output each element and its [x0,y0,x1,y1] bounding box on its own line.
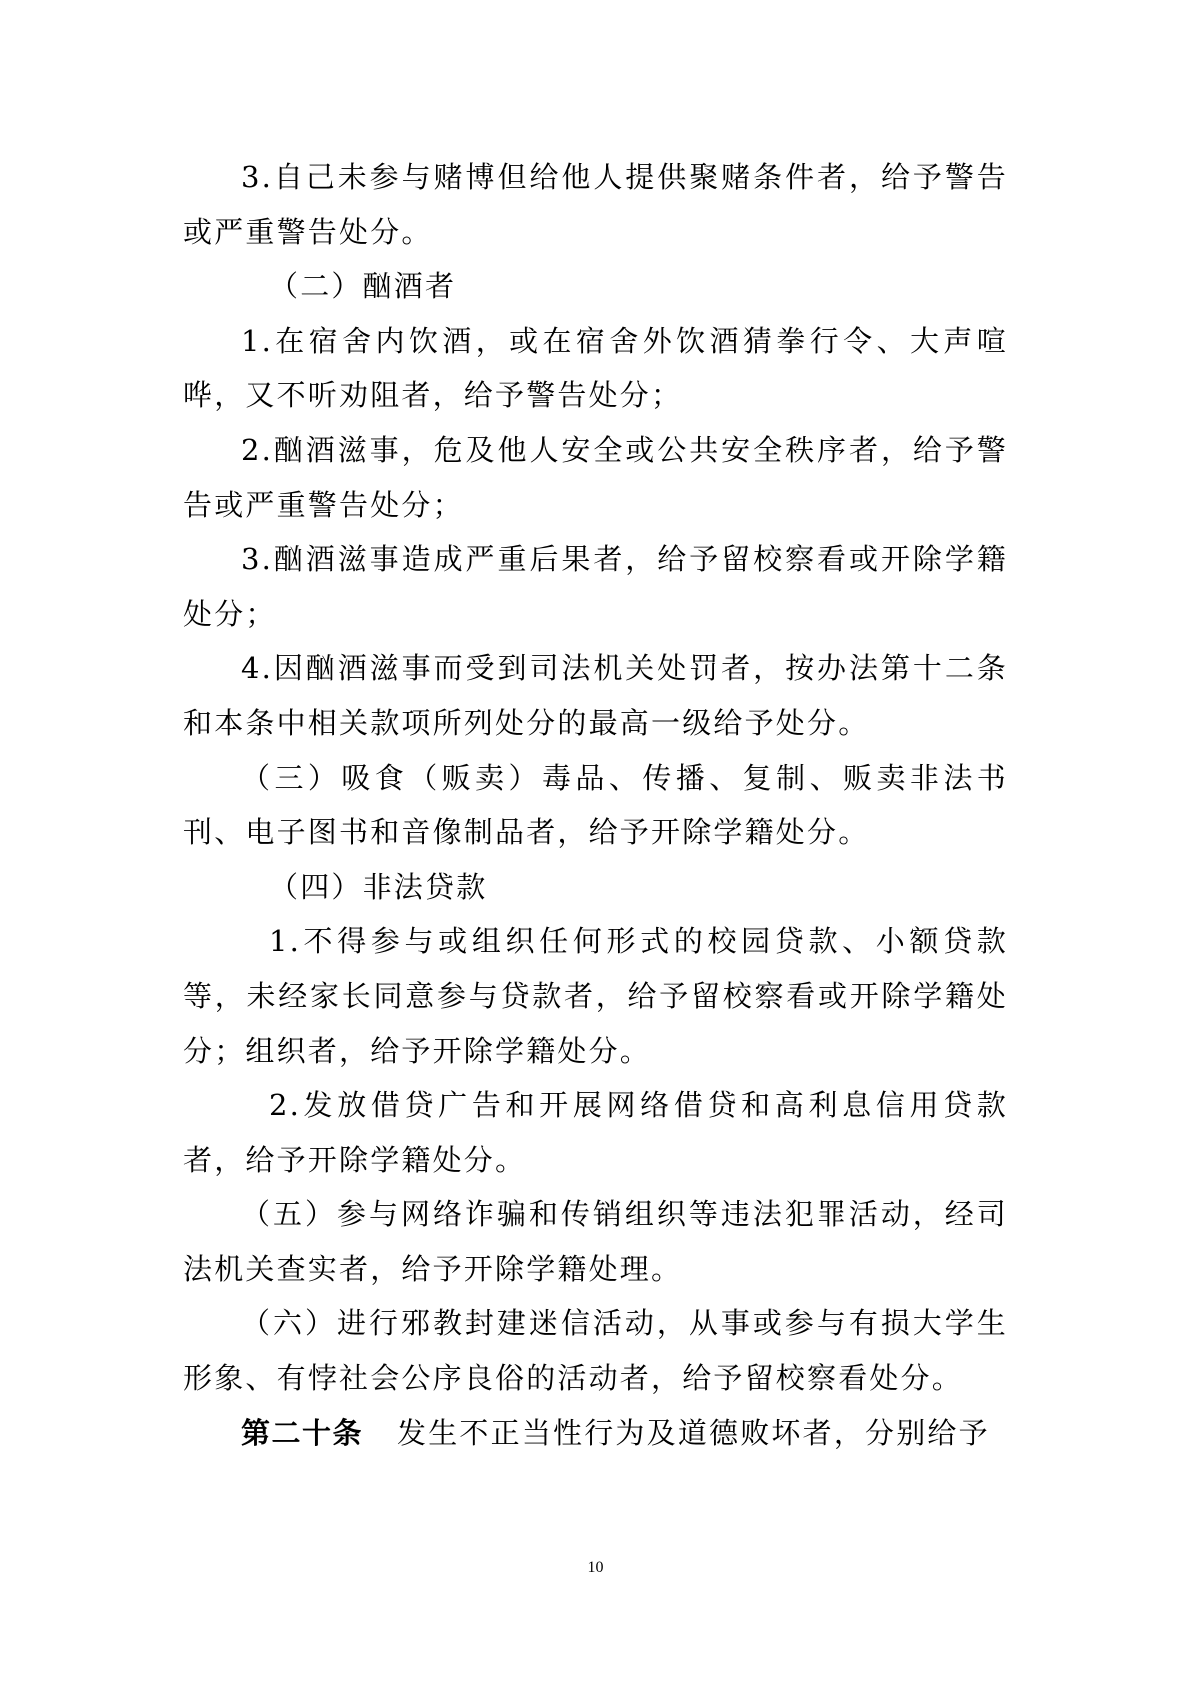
document-body [183,150,1008,1460]
paragraph-drinking-item-4: 4.因酗酒滋事而受到司法机关处罚者，按办法第十二条和本条中相关款项所列处分的最高一级给予处分。 [183,651,1008,740]
paragraph-section-5: （五）参与网络诈骗和传销组织等违法犯罪活动，经司法机关查实者，给予开除学籍处理。 [183,1197,1008,1286]
article-20-text: 发生不正当性行为及道德败坏者，分别给予 [397,1415,990,1450]
paragraph-gambling-item-3: 3.自己未参与赌博但给他人提供聚赌条件者，给予警告或严重警告处分。 [183,160,1008,249]
paragraph-loan-item-1: 1.不得参与或组织任何形式的校园贷款、小额贷款等，未经家长同意参与贷款者，给予留校察看或开除学籍处分；组织者，给予开除学籍处分。 [183,924,1008,1068]
paragraph-drinking-item-1: 1.在宿舍内饮酒，或在宿舍外饮酒猜拳行令、大声喧哗，又不听劝阻者，给予警告处分； [183,323,1008,413]
paragraph-drinking-item-3: 3.酗酒滋事造成严重后果者，给予留校察看或开除学籍处分； [183,542,1008,631]
paragraph-section-2-heading: （二）酗酒者 [269,269,457,304]
paragraph-section-4-heading: （四）非法贷款 [269,869,488,904]
paragraph-drinking-item-2: 2.酗酒滋事，危及他人安全或公共安全秩序者，给予警告或严重警告处分； [183,432,1008,522]
article-20-label: 第二十条 [241,1415,364,1450]
article-20-paragraph [183,1406,1008,1461]
paragraph-loan-item-2: 2.发放借贷广告和开展网络借贷和高利息信用贷款者，给予开除学籍处分。 [183,1088,1008,1177]
paragraph-section-3: （三）吸食（贩卖）毒品、传播、复制、贩卖非法书刊、电子图书和音像制品者，给予开除学籍处分。 [183,760,1008,850]
page-number: 10 [587,1559,604,1576]
paragraph-section-6: （六）进行邪教封建迷信活动，从事或参与有损大学生形象、有悖社会公序良俗的活动者，给予留校察看处分。 [183,1306,1008,1396]
